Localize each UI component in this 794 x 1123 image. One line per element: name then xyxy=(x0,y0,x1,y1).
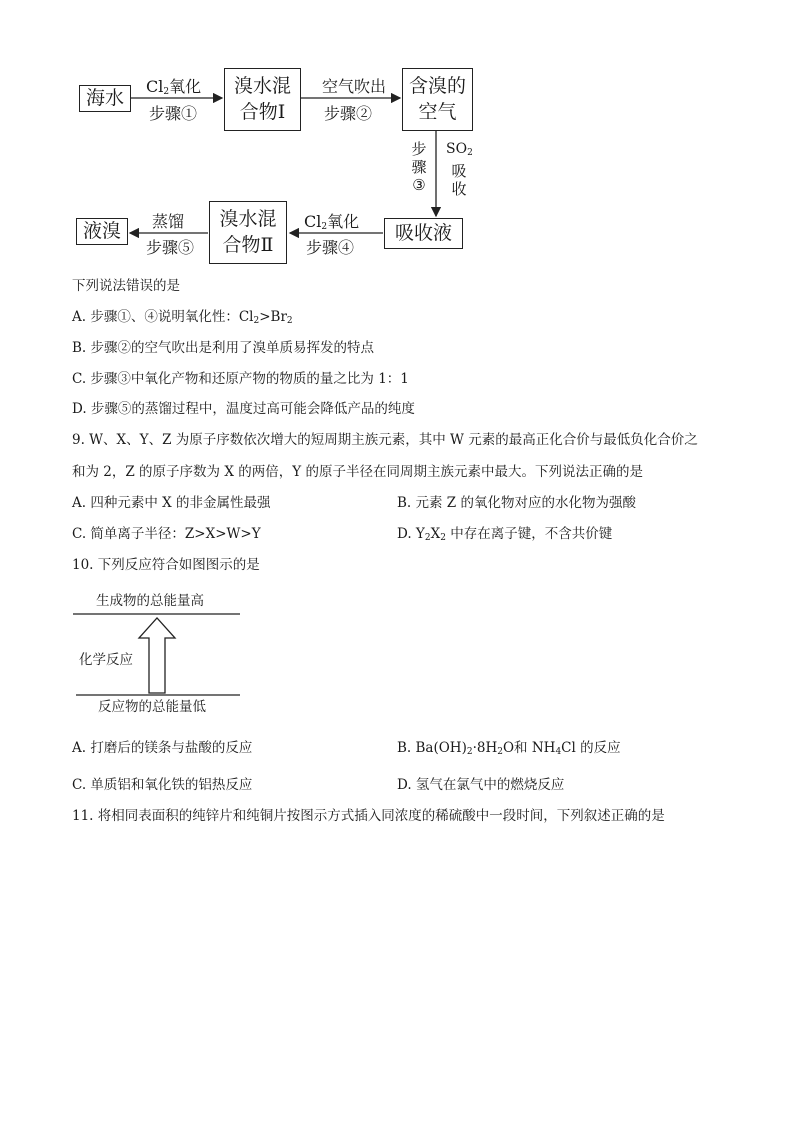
q9-option-b: B. 元素 Z 的氧化物对应的水化物为强酸 xyxy=(397,495,636,511)
seawater-label: 海水 xyxy=(85,87,124,109)
q11-stem: 11. 将相同表面积的纯锌片和纯铜片按图示方式插入同浓度的稀硫酸中一段时间，下列叙述正确的是 xyxy=(72,808,665,824)
mix2-line1: 溴水混 xyxy=(219,208,277,230)
q8-option-d: D. 步骤⑤的蒸馏过程中，温度过高可能会降低产品的纯度 xyxy=(72,401,415,417)
air-line2: 空气 xyxy=(418,101,457,123)
q8-option-c: C. 步骤③中氧化产物和还原产物的物质的量之比为 1：1 xyxy=(72,371,409,387)
up-arrow-icon xyxy=(139,618,175,693)
q10-option-a: A. 打磨后的镁条与盐酸的反应 xyxy=(72,740,253,756)
liquid-bromine-box xyxy=(76,218,128,245)
step2-reagent: 空气吹出 xyxy=(322,77,387,96)
mix1-line1: 溴水混 xyxy=(233,75,291,97)
q9-option-a: A. 四种元素中 X 的非金属性最强 xyxy=(72,495,271,511)
diagram-bottom-label: 反应物的总能量低 xyxy=(98,699,206,715)
q10-option-d: D. 氢气在氯气中的燃烧反应 xyxy=(397,777,565,793)
seawater-box xyxy=(79,85,131,112)
diagram-side-label: 化学反应 xyxy=(79,652,133,668)
mix2-box xyxy=(209,201,287,264)
q8-stem: 下列说法错误的是 xyxy=(72,278,180,294)
q10-option-b: B. $Ba(OH)_2\cdot 8H_2O$和 $NH_4Cl$ 的反应 xyxy=(397,740,621,757)
step5-label: 步骤⑤ xyxy=(146,238,195,257)
q8-option-a: A. 步骤①、④说明氧化性：$Cl_2>Br_2$ xyxy=(72,309,293,326)
q10-stem: 10. 下列反应符合如图图示的是 xyxy=(72,557,260,573)
q10-option-c: C. 单质铝和氧化铁的铝热反应 xyxy=(72,777,253,793)
step3-reagent: $SO_2$ 吸 收 xyxy=(446,141,473,198)
mix2-line2: 合物Ⅱ xyxy=(222,234,274,256)
q9-option-c: C. 简单离子半径：Z>X>W>Y xyxy=(72,526,261,542)
liquid-bromine-label: 液溴 xyxy=(82,220,121,242)
mix1-box xyxy=(224,68,301,131)
absorb-box xyxy=(384,218,463,249)
step1-reagent: $Cl_2$氧化 xyxy=(146,77,202,97)
absorb-label: 吸收液 xyxy=(394,222,452,244)
mix1-line2: 合物Ⅰ xyxy=(239,101,286,123)
q9-stem-line2: 和为 2，Z 的原子序数为 X 的两倍，Y 的原子半径在同周期主族元素中最大。下列说法正确的是 xyxy=(72,464,643,480)
q9-stem-line1: 9. W、X、Y、Z 为原子序数依次增大的短周期主族元素，其中 W 元素的最高正化合价与最低负化合价之 xyxy=(72,432,698,448)
air-line1: 含溴的 xyxy=(408,75,466,97)
q8-option-b: B. 步骤②的空气吹出是利用了溴单质易挥发的特点 xyxy=(72,340,375,356)
step5-reagent: 蒸馏 xyxy=(152,212,185,231)
diagram-top-label: 生成物的总能量高 xyxy=(96,593,204,609)
step2-label: 步骤② xyxy=(324,104,373,123)
bromine-air-box xyxy=(402,68,473,131)
step4-reagent: $Cl_2$氧化 xyxy=(304,212,360,232)
step3-label: 步 骤 ③ xyxy=(411,140,427,194)
step1-label: 步骤① xyxy=(149,104,198,123)
q9-option-d: D. $Y_2X_2$ 中存在离子键，不含共价键 xyxy=(397,526,613,543)
step4-label: 步骤④ xyxy=(306,238,355,257)
